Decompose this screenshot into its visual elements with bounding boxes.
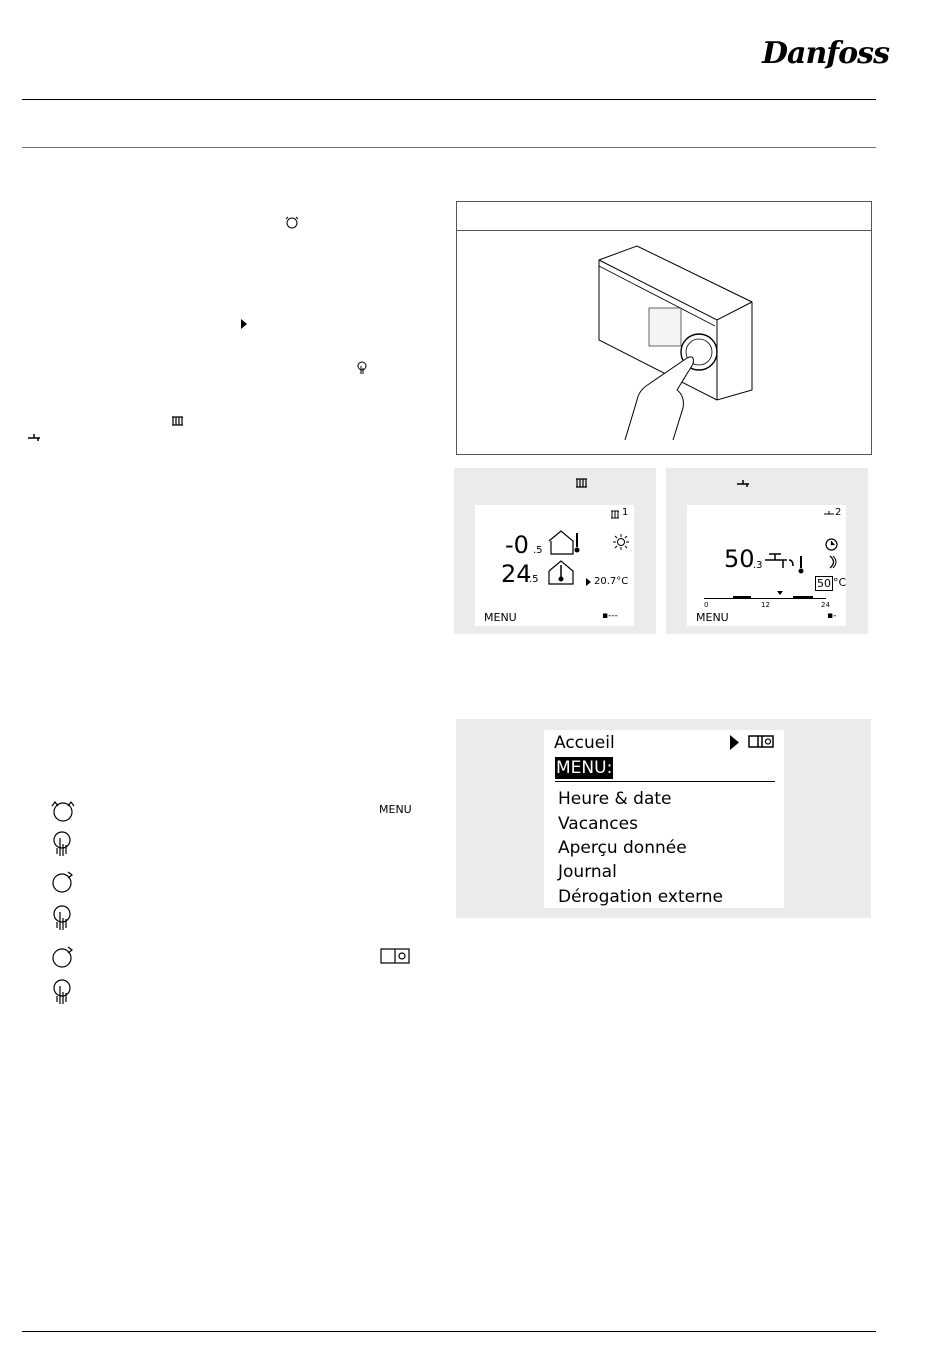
figure-title-bar bbox=[457, 202, 871, 231]
push-dial-icon bbox=[50, 904, 74, 934]
menu-lcd bbox=[544, 730, 784, 908]
heating-lcd bbox=[475, 505, 634, 626]
menu-divider bbox=[555, 781, 775, 782]
menu-note: MENU bbox=[379, 803, 412, 816]
arrow-right-icon bbox=[586, 578, 591, 586]
desired-temp: 20.7°C bbox=[594, 576, 629, 587]
menu-title: Accueil bbox=[554, 733, 615, 753]
status-indicator: ▪--- bbox=[602, 611, 618, 621]
circuit-selector-icon bbox=[748, 735, 774, 748]
menu-item-vacances[interactable]: Vacances bbox=[558, 814, 638, 834]
timeline-period bbox=[733, 596, 751, 599]
dhw-lcd bbox=[687, 505, 846, 626]
radiator-small-icon bbox=[611, 510, 622, 519]
menu-item-derogation-externe[interactable]: Dérogation externe bbox=[558, 887, 724, 907]
section-rule bbox=[22, 147, 876, 148]
menu-label: MENU bbox=[696, 611, 729, 624]
moon-icon bbox=[828, 555, 838, 569]
timeline-label: 0 bbox=[704, 601, 709, 609]
radiator-icon bbox=[576, 478, 588, 488]
rotate-both-icon bbox=[48, 798, 78, 824]
danfoss-logo: Danfoss bbox=[762, 36, 889, 71]
tap-small-icon bbox=[823, 510, 835, 518]
push-dial-icon bbox=[50, 830, 74, 860]
circuit-number: 2 bbox=[835, 507, 842, 518]
arrow-right-icon bbox=[730, 735, 739, 750]
sun-icon bbox=[613, 534, 629, 550]
house-flow-icon bbox=[547, 559, 575, 585]
tap-thermometer-icon bbox=[763, 552, 807, 576]
menu-label: MENU bbox=[484, 611, 517, 624]
flow-temp: 24 bbox=[501, 560, 532, 588]
timeline-marker-icon bbox=[777, 591, 783, 595]
dhw-setpoint: 50 bbox=[817, 577, 831, 590]
outdoor-temp: -0 bbox=[505, 531, 529, 559]
radiator-icon bbox=[172, 416, 184, 426]
push-dial-icon bbox=[50, 978, 74, 1008]
dhw-temp: 50 bbox=[724, 545, 755, 573]
arrow-right-icon bbox=[241, 319, 247, 329]
menu-item-heure-date[interactable]: Heure & date bbox=[558, 789, 672, 809]
controller-illustration bbox=[577, 240, 767, 440]
setpoint-unit: °C bbox=[833, 576, 847, 589]
timeline-label: 24 bbox=[821, 601, 830, 609]
header-rule bbox=[22, 99, 876, 100]
status-indicator: ▪- bbox=[827, 611, 837, 621]
circuit-selector-icon bbox=[380, 948, 410, 964]
menu-item-apercu-donnee[interactable]: Aperçu donnée bbox=[558, 838, 687, 858]
dhw-temp-decimal: .3 bbox=[753, 560, 763, 571]
rotate-icon bbox=[284, 215, 300, 229]
dhw-display-panel bbox=[666, 468, 868, 634]
timeline-label: 12 bbox=[761, 601, 770, 609]
rotate-right-icon bbox=[50, 944, 76, 970]
menu-item-journal[interactable]: Journal bbox=[558, 862, 617, 882]
heating-display-panel bbox=[454, 468, 656, 634]
circuit-number: 1 bbox=[622, 507, 629, 518]
rotate-right-icon bbox=[50, 869, 76, 895]
house-thermometer-icon bbox=[547, 529, 581, 555]
outdoor-temp-decimal: .5 bbox=[533, 545, 543, 556]
timeline-period bbox=[793, 596, 813, 599]
menu-display-panel bbox=[456, 719, 871, 918]
tap-icon bbox=[736, 480, 750, 488]
push-dial-icon bbox=[356, 361, 368, 375]
footer-rule bbox=[22, 1331, 876, 1332]
tap-icon bbox=[27, 434, 41, 442]
flow-temp-decimal: .5 bbox=[529, 574, 539, 585]
menu-header: MENU: bbox=[556, 758, 613, 778]
controller-figure bbox=[456, 201, 872, 455]
clock-icon bbox=[825, 538, 838, 551]
